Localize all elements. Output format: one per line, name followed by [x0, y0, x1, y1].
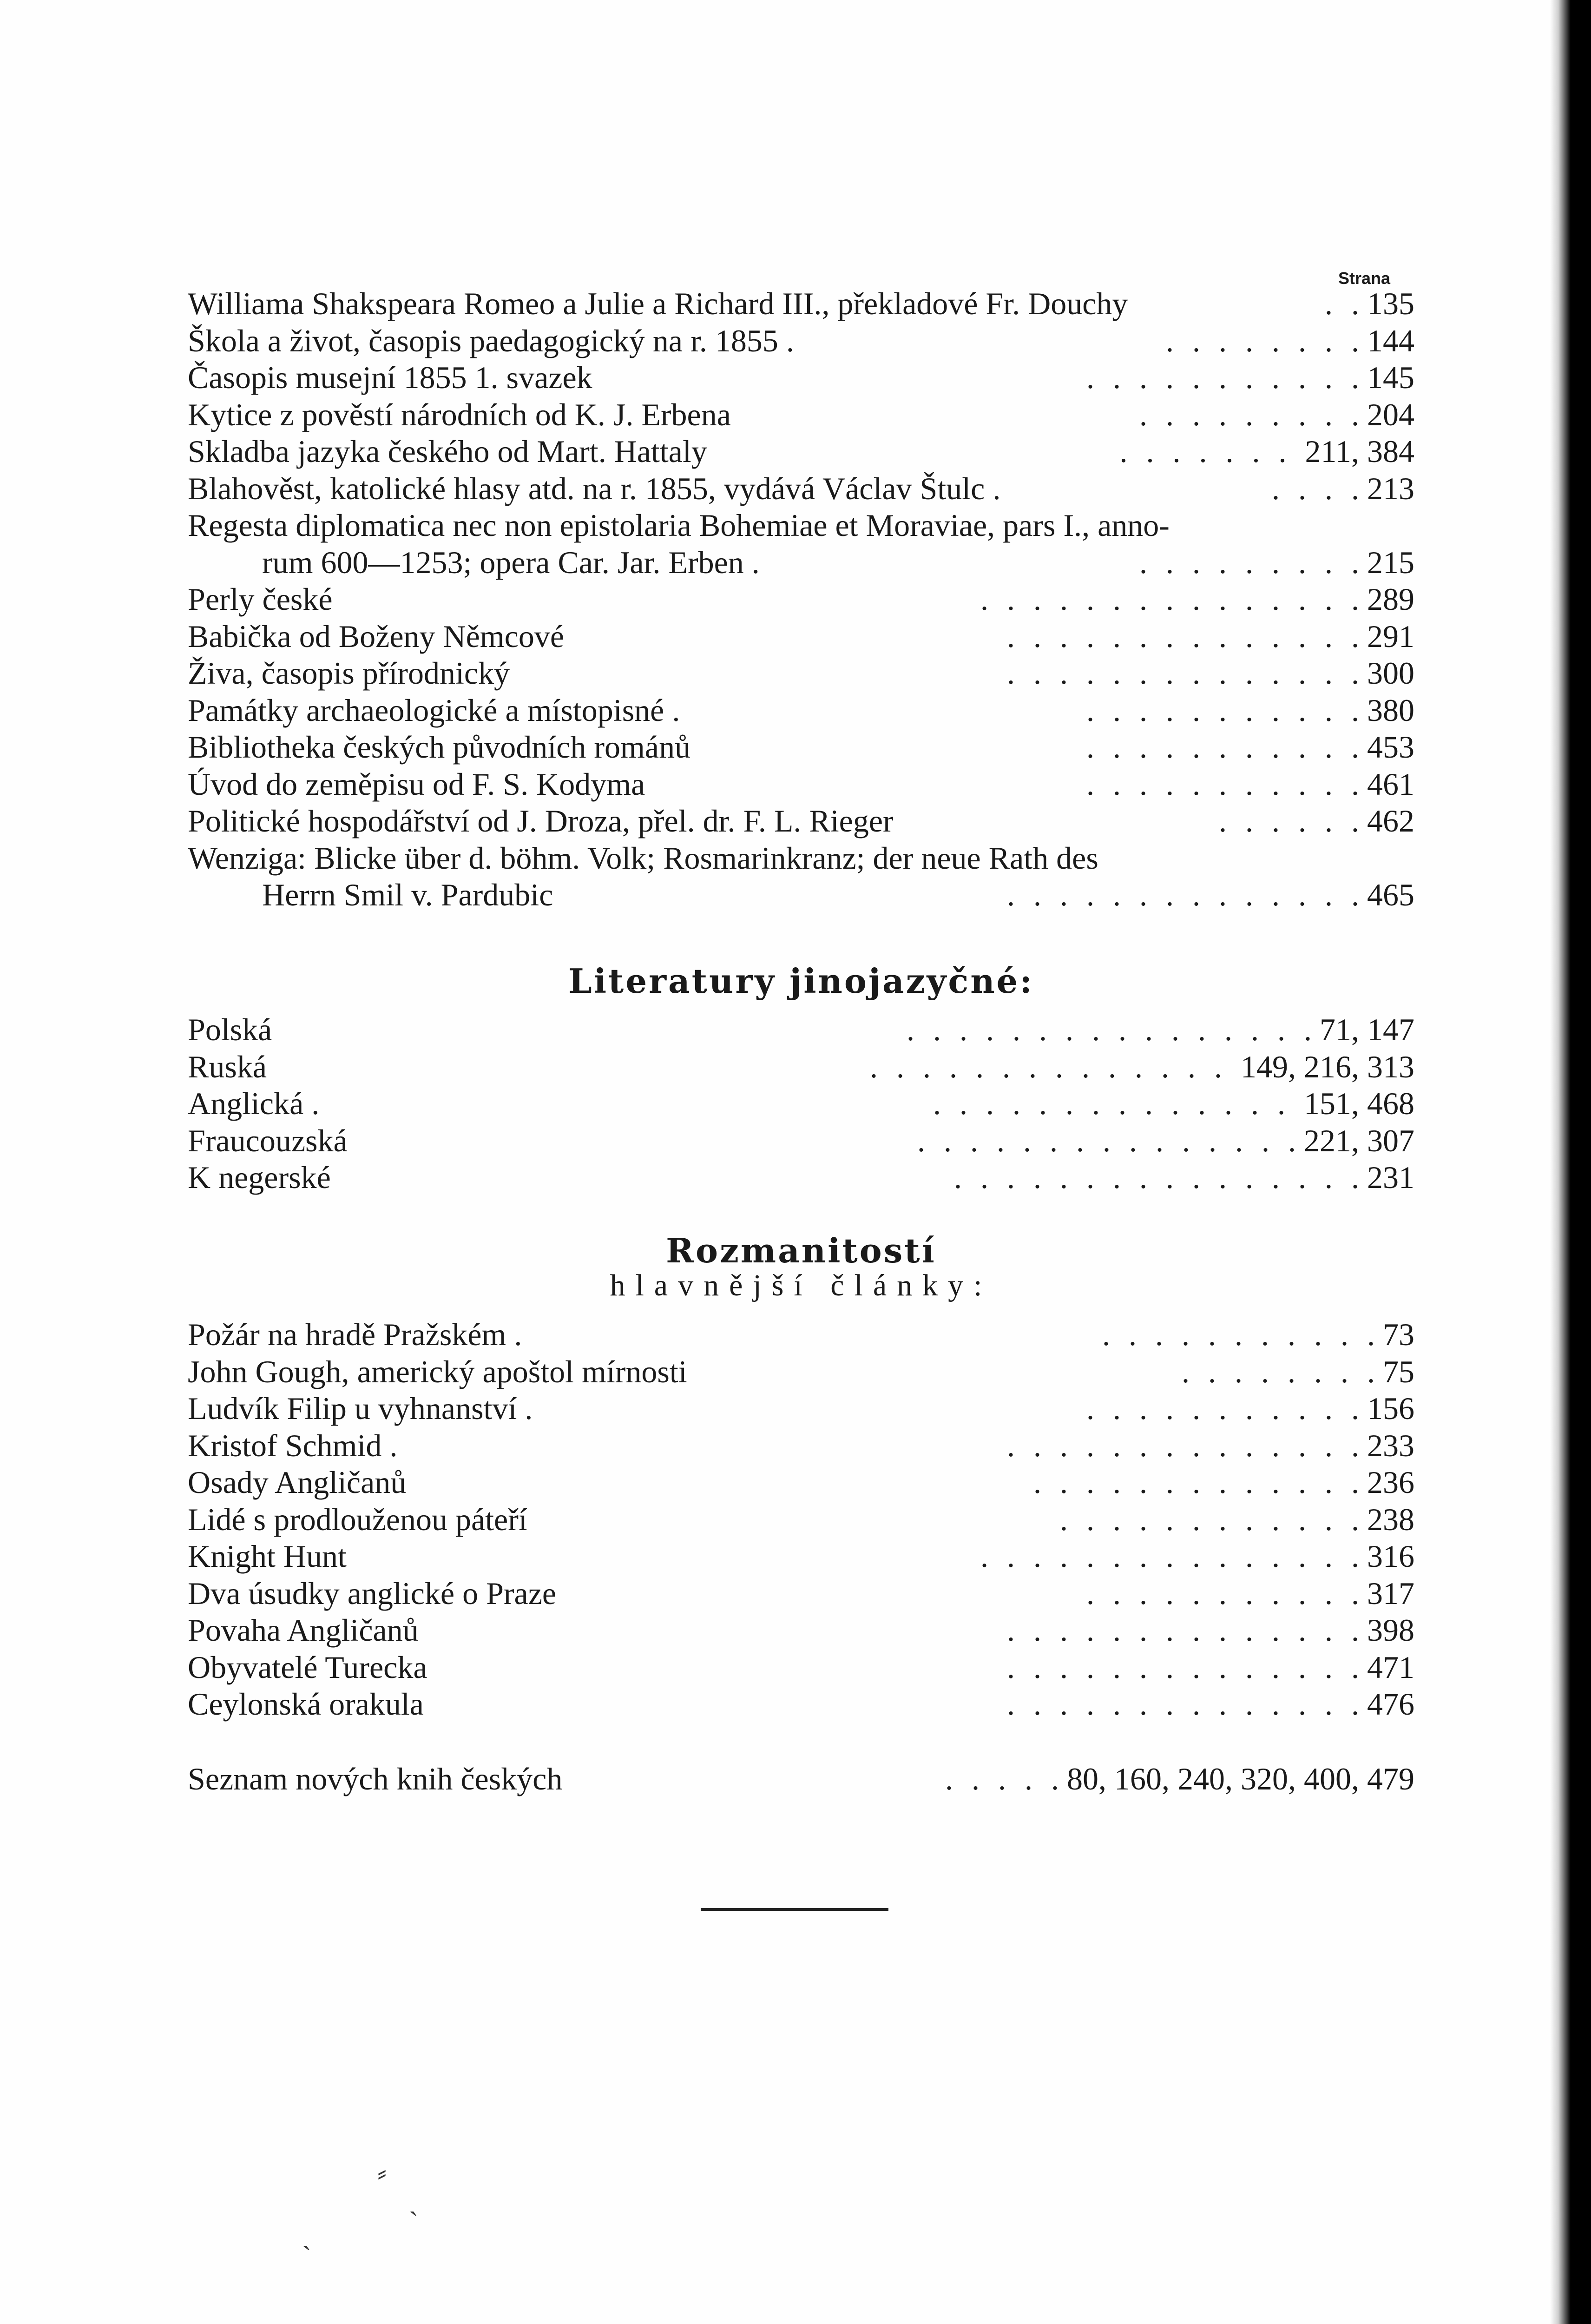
list-item: Babička od Boženy Němcové ............. . 291: [188, 618, 1414, 654]
ink-speck: ˋ: [302, 2241, 311, 2271]
list-item: Fraucouzská .............. . 221, 307: [188, 1122, 1414, 1158]
ink-speck: ⸗: [377, 2157, 387, 2188]
list-item: Polská ............... . 71, 147: [188, 1012, 1414, 1047]
closing-rule: [701, 1908, 888, 1911]
list-item: K negerské ............... . 231: [188, 1160, 1414, 1195]
list-item: Ceylonská orakula ............. . 476: [188, 1686, 1414, 1722]
contents-list: [188, 285, 1414, 914]
list-item: Politické hospodářství od J. Droza, přel. dr. F. L. Rieger ..... . 462: [188, 803, 1414, 838]
list-item: Wenziga: Blicke über d. böhm. Volk; Rosmarinkranz; der neue Rath des: [188, 840, 1098, 876]
list-item: Kytice z pověstí národních od K. J. Erbena ........ . 204: [188, 396, 1414, 432]
list-item: Škola a život, časopis paedagogický na r. 1855 . ....... . 144: [188, 323, 1414, 358]
list-item: Blahověst, katolické hlasy atd. na r. 1855, vydává Václav Štulc . ... . 213: [188, 470, 1414, 506]
list-item: Požár na hradě Pražském . .......... . 73: [188, 1317, 1414, 1352]
list-item: Památky archaeologické a místopisné . .......... . 380: [188, 692, 1414, 728]
list-item: Úvod do zeměpisu od F. S. Kodyma .......... . 461: [188, 766, 1414, 802]
list-item: Regesta diplomatica nec non epistolaria Bohemiae et Moraviae, pars I., anno-: [188, 508, 1170, 543]
list-item: Osady Angličanů ............ . 236: [188, 1465, 1414, 1500]
miscellany-list: [188, 1316, 1414, 1723]
list-item: Skladba jazyka českého od Mart. Hattaly ....... 211, 384: [188, 434, 1414, 469]
list-item: Kristof Schmid . ............. . 233: [188, 1427, 1414, 1463]
list-item: Dva úsudky anglické o Praze .......... . 317: [188, 1575, 1414, 1611]
list-item: Perly české .............. . 289: [188, 581, 1414, 617]
list-item: Herrn Smil v. Pardubic ............. . 465: [262, 877, 1414, 912]
page-column-label: Strana: [1338, 269, 1391, 288]
list-item: rum 600—1253; opera Car. Jar. Erben . ........ . 215: [262, 544, 1414, 580]
miscellany-heading: Rozmanitostí: [666, 1231, 936, 1270]
list-item: Povaha Angličanů ............. . 398: [188, 1612, 1414, 1648]
miscellany-subheading: hlavnější články:: [610, 1268, 993, 1302]
list-item: Živa, časopis přírodnický ............. . 300: [188, 655, 1414, 691]
list-item: Lidé s prodlouženou páteří ........... . 238: [188, 1501, 1414, 1537]
foreign-literature-heading: Literatury jinojazyčné:: [568, 961, 1034, 1001]
new-books-list: [188, 1761, 1414, 1798]
foreign-literature-list: [188, 1011, 1414, 1196]
page-edge-shadow: [1550, 0, 1571, 2324]
list-item: Obyvatelé Turecka ............. . 471: [188, 1649, 1414, 1685]
list-item: John Gough, americký apoštol mírnosti ....... . 75: [188, 1353, 1414, 1389]
list-item: Seznam nových knih českých .... . 80, 160, 240, 320, 400, 479: [188, 1761, 1414, 1796]
list-item: Časopis musejní 1855 1. svazek .......... . 145: [188, 360, 1414, 395]
list-item: Bibliotheka českých původních románů .......... . 453: [188, 729, 1414, 765]
list-item: Ludvík Filip u vyhnanství . .......... . 156: [188, 1391, 1414, 1426]
list-item: Ruská .............. 149, 216, 313: [188, 1049, 1414, 1084]
list-item: Anglická . .............. 151, 468: [188, 1086, 1414, 1121]
ink-speck: ˎ: [409, 2185, 418, 2216]
list-item: Williama Shakspeara Romeo a Julie a Richard III., překladové Fr. Douchy . . 135: [188, 286, 1414, 321]
list-item: Knight Hunt .............. . 316: [188, 1538, 1414, 1574]
